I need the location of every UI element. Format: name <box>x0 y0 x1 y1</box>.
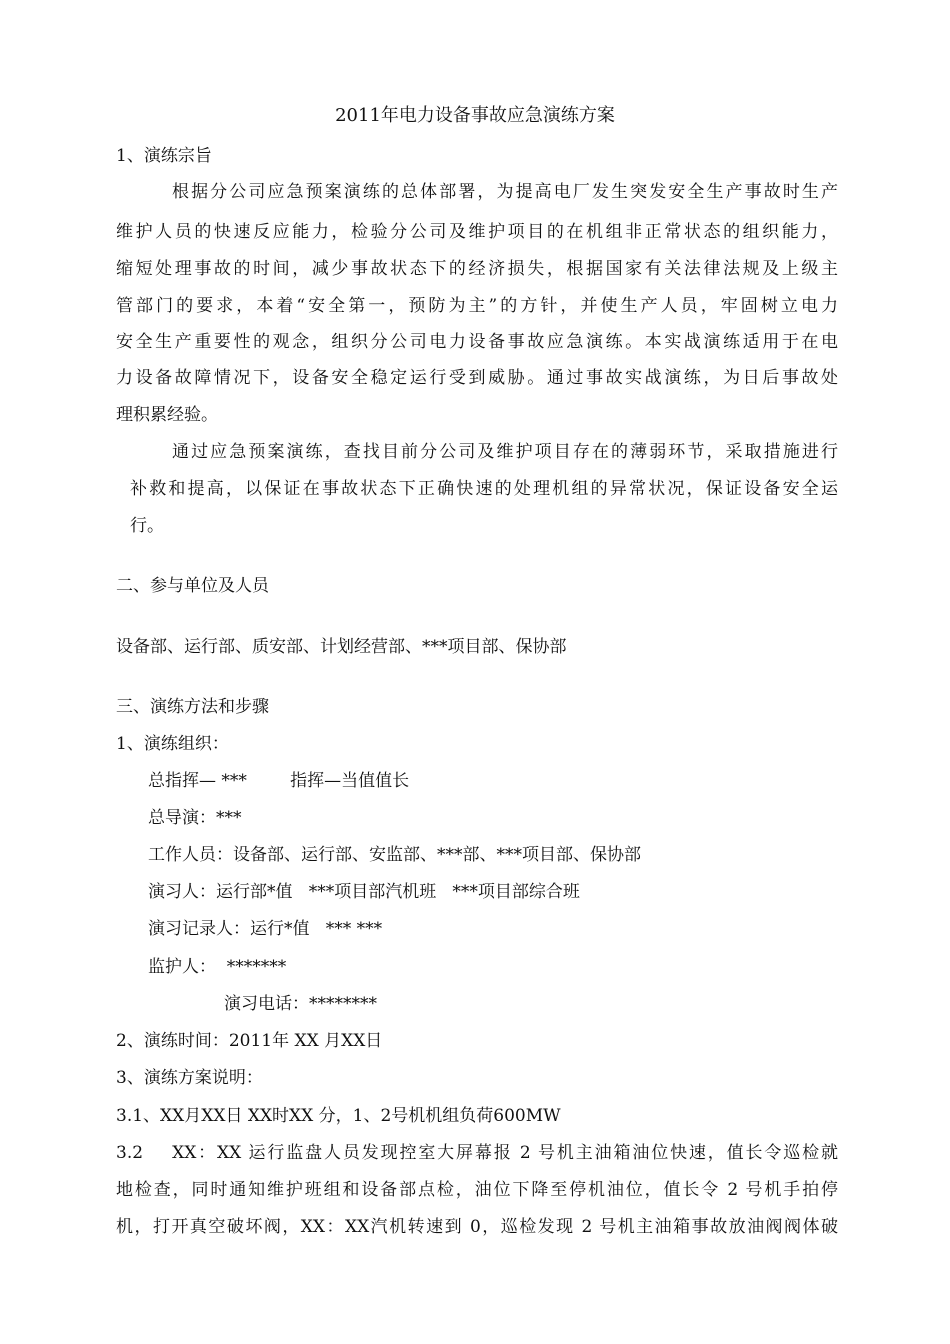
paragraph-line: 缩短处理事故的时间，减少事故状态下的经济损失，根据国家有关法律法规及上级主 <box>116 259 838 279</box>
paragraph-line: 管部门的要求，本着“安全第一，预防为主”的方针，并使生产人员，牢固树立电力 <box>116 296 838 316</box>
drill-time: 2、演练时间：2011年 XX 月XX日 <box>116 1031 383 1051</box>
paragraph-line: 维护人员的快速反应能力，检验分公司及维护项目的在机组非正常状态的组织能力， <box>116 222 838 242</box>
subheading-plan: 3、演练方案说明： <box>116 1068 263 1088</box>
participant-units: 设备部、运行部、质安部、计划经营部、***项目部、保协部 <box>116 637 567 657</box>
paragraph-line: 安全生产重要性的观念，组织分公司电力设备事故应急演练。本实战演练适用于在电 <box>116 332 838 352</box>
subheading-organization: 1、演练组织： <box>116 734 229 754</box>
section-heading-methods: 三、演练方法和步骤 <box>116 697 269 717</box>
plan-step-line: 地检查，同时通知维护班组和设备部点检，油位下降至停机油位，值长令 2 号机手拍停 <box>116 1180 838 1200</box>
paragraph-line: 行。 <box>130 516 164 536</box>
section-heading-purpose: 1、演练宗旨 <box>116 146 212 166</box>
paragraph-line: 补救和提高，以保证在事故状态下正确快速的处理机组的异常状况，保证设备安全运 <box>130 479 838 499</box>
section-heading-participants: 二、参与单位及人员 <box>116 576 269 596</box>
org-line-recorder: 演习记录人：运行*值 *** *** <box>148 919 383 939</box>
paragraph-line: 理积累经验。 <box>116 405 218 425</box>
org-line-staff: 工作人员：设备部、运行部、安监部、***部、***项目部、保协部 <box>148 845 641 865</box>
document-title: 2011年电力设备事故应急演练方案 <box>335 105 615 126</box>
plan-step-line: 3.2 XX：XX 运行监盘人员发现控室大屏幕报 2 号机主油箱油位快速，值长令巡检就 <box>116 1143 838 1163</box>
org-line-participants: 演习人：运行部*值 ***项目部汽机班 ***项目部综合班 <box>148 882 580 902</box>
paragraph-line: 根据分公司应急预案演练的总体部署，为提高电厂发生突发安全生产事故时生产 <box>172 182 838 202</box>
plan-step-line: 机，打开真空破坏阀，XX：XX汽机转速到 0，巡检发现 2 号机主油箱事故放油阀阀体破 <box>116 1217 838 1237</box>
plan-step-3-1: 3.1、XX月XX日 XX时XX 分，1、2号机机组负荷600MW <box>116 1106 561 1126</box>
org-line-director: 总导演：*** <box>148 808 242 828</box>
org-line-guardian: 监护人： ******* <box>148 957 287 977</box>
paragraph-line: 力设备故障情况下，设备安全稳定运行受到威胁。通过事故实战演练，为日后事故处 <box>116 368 838 388</box>
paragraph-line: 通过应急预案演练，查找目前分公司及维护项目存在的薄弱环节，采取措施进行 <box>172 442 838 462</box>
org-line-commander: 总指挥— *** 指挥—当值值长 <box>148 771 410 791</box>
org-line-phone: 演习电话：******** <box>224 994 377 1014</box>
